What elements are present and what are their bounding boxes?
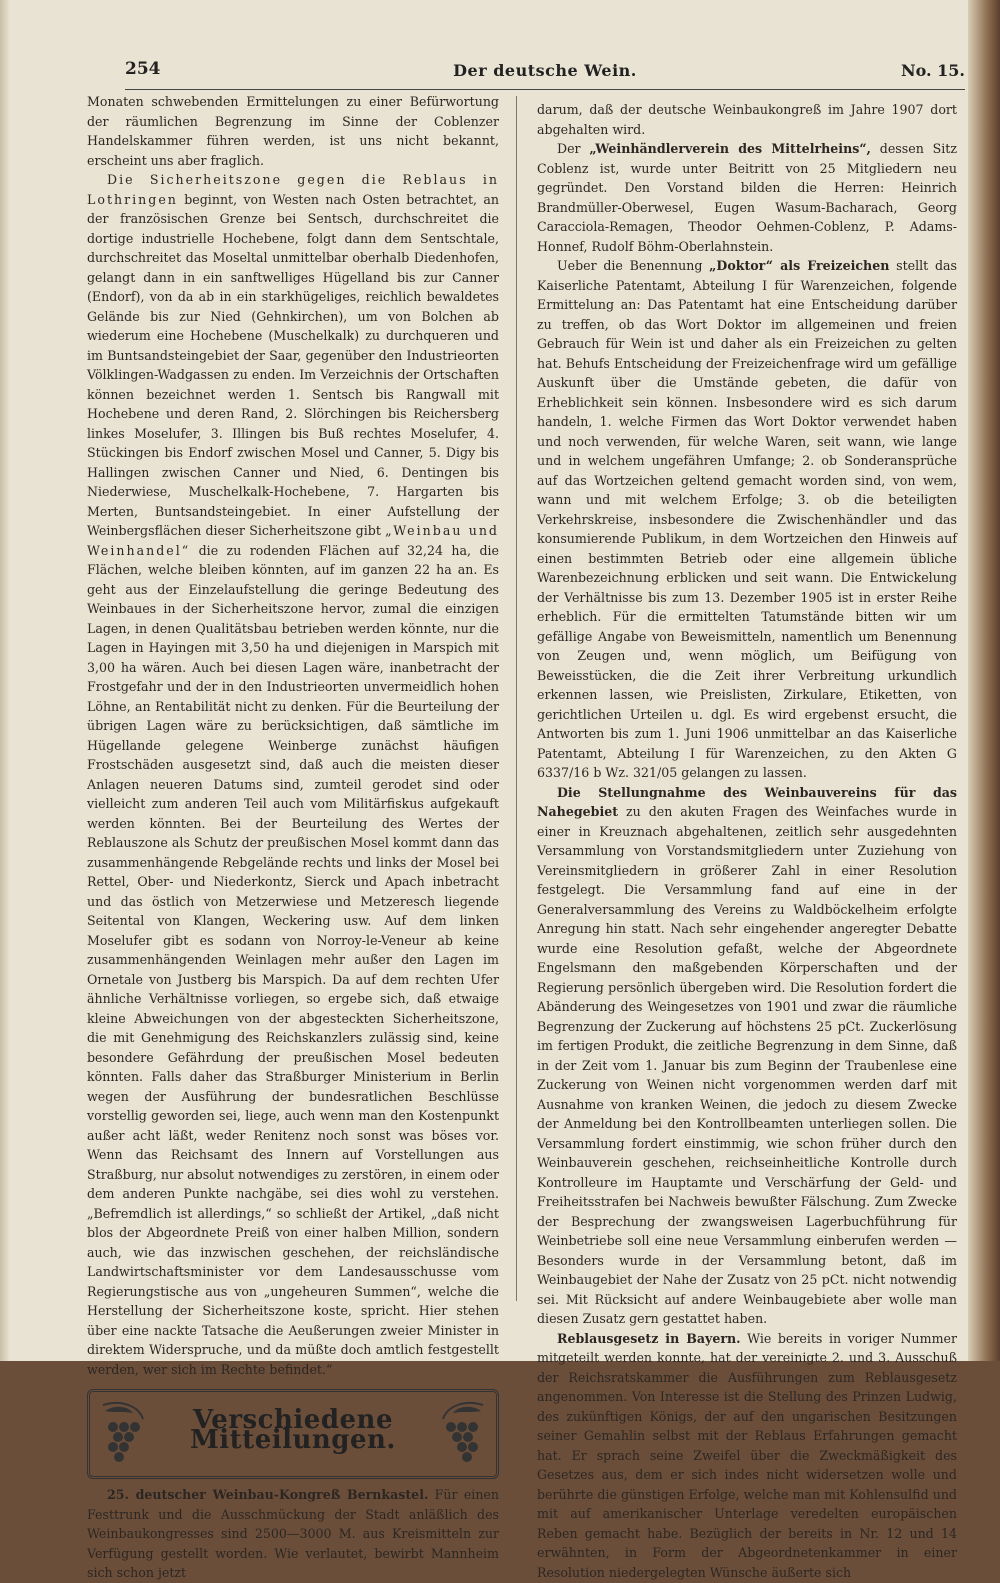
- publication-title: Der deutsche Wein.: [453, 61, 637, 80]
- grapes-ornament-icon: [93, 1397, 149, 1471]
- item-heading: „Weinhändlerverein des Mittelrheins“,: [589, 141, 871, 156]
- item-heading: „Doktor“ als Freizeichen: [709, 258, 890, 273]
- banner-title: Verschiedene Mitteilungen.: [190, 1405, 396, 1455]
- left-column: [87, 92, 499, 1583]
- column-divider: [516, 96, 517, 1301]
- spaced-lead: Die Sicherheitszone gegen die Reblaus in Lothringen: [87, 172, 499, 207]
- page-number: 254: [125, 59, 161, 79]
- issue-number: No. 15.: [901, 61, 965, 80]
- right-column: [537, 100, 957, 1582]
- page-edge: [0, 0, 10, 1361]
- paragraph-congress: 25. deutscher Weinbau-Kongreß Bernkastel. Für einen Festtrunk und die Ausschmückung der Stadt anläßlich des Weinbaukongresses sind 2500—3000 M. aus Kreismitteln zur Verfügung gestellt worden. Wie verlautet, bewirbt Mannheim sich schon jetzt: [87, 1487, 499, 1580]
- page-header: [125, 55, 965, 90]
- spaced-quote: „Weinbau und Weinhandel“: [87, 523, 499, 558]
- item-heading: Reblausgesetz in Bayern.: [557, 1330, 741, 1346]
- paragraph-security-zone: Die Sicherheitszone gegen die Reblaus in Lothringen beginnt, von Westen nach Osten betrachtet, an der französischen Grenze bei Sentsch, durchschreitet die dortige industrielle Hochebene, folgt dann dem Sentschtale, durchschreitet das Moseltal unmittelbar oberhalb Diedenhofen, gelangt dann in ein sanftwelliges Hügelland bis zur Canner (Endorf), von da ab in ein starkhügeliges, reichlich bewaldetes Gelände bis zur Nied (Gehnkirchen), um von Bolchen ab wiederum eine Hochebene (Muschelkalk) zu durchqueren und im Buntsandsteingebiet der Saar, gegenüber den Industrieorten Völklingen-Wadgassen zu enden. Im Verzeichnis der Ortschaften können bezeichnet werden 1. Sentsch bis Rangwall mit Hochebene und deren Rand, 2. Slörchingen bis Reichersberg linkes Moselufer, 3. Illingen bis Buß rechtes Moselufer, 4. Stückingen bis Endorf zwischen Mosel und Canner, 5. Digy bis Hallingen zwischen Canner und Nied, 6. Dentingen bis Niederwiese, Muschelkalk-Hochebene, 7. Hargarten bis Merten, Buntsandsteingebiet. In einer Aufstellung der Weinbergsflächen dieser Sicherheitszone gibt „Weinbau und Weinhandel“ die zu rodenden Flächen auf 32,24 ha, die Flächen, welche bleiben könnten, auf im ganzen 22 ha an. Es geht aus der Einzelaufstellung die geringe Bedeutung des Weinbaues in der Sicherheitszone hervor, zumal die einzigen Lagen, in denen Qualitätsbau betrieben werden könnte, nur die Lagen in Hayingen mit 3,50 ha und diejenigen in Marspich mit 3,00 ha wären. Auch bei diesen Lagen wäre, inanbetracht der Frostgefahr und der in den Industrieorten unvermeidlich hohen Löhne, an Rentabilität nicht zu denken. Für die Beurteilung der übrigen Lagen wäre zu berücksichtigen, daß sämtliche im Hügellande gelegene Weinberge zunächst häufigen Frostschäden ausgesetzt sind, daß auch die meisten dieser Anlagen neueren Datums sind, zumteil gerodet sind oder vielleicht zum anderen Teil auch vom Militärfiskus aufgekauft werden könnten. Bei der Beurteilung des Wertes der Reblauszone als Schutz der preußischen Mosel kommt dann das zusammenhängende Rebgelände rechts und links der Mosel bei Rettel, Ober- und Niederkontz, Sierck und Apach inbetracht und das östlich von Metzerwiese und Metzeresch liegende Seitental von Klangen, Weckering usw. Auf dem linken Moselufer gibt es sodann von Norroy-le-Veneur ab keine zusammenhängenden Weinlagen mehr außer den Lagen im Ornetale von Justberg bis Marspich. Da auf dem rechten Ufer ähnliche Verhältnisse vorliegen, so ergebe sich, daß etwaige kleine Abweichungen von der abgesteckten Sicherheitszone, die mit Genehmigung des Reichskanzlers zulässig sind, keine besondere Gefährdung der preußischen Mosel bedeuten könnten. Falls daher das Straßburger Ministerium in Berlin wegen der Ausführung der bundesratlichen Beschlüsse vorstellig geworden sei, liege, auch wenn man den Kostenpunkt außer acht läßt, weder Renitenz noch sonst was böses vor. Wenn das Reichsamt des Innern auf Vorstellungen aus Straßburg, nur absolut notwendiges zu zerstören, in einem oder dem anderen Punkte nachgäbe, sei dies wohl zu verstehen. „Befremdlich ist allerdings,“ so schließt der Artikel, „daß nicht blos der Abgeordnete Preiß von einer halben Million, sondern auch, wie das inzwischen geschehen, der reichsländische Landwirtschaftsminister vor dem Landesausschusse vom Regierungstische aus von „ungeheuren Summen“, welche die Herstellung der Sicherheitszone koste, spricht. Hier stehen über eine nackte Tatsache die Aeußerungen zweier Minister in direktem Widerspruche, und da müßte doch amtlich festgestellt werden, wer sich im Rechte befindet.“: [87, 172, 499, 1377]
- paragraph-doktor: Ueber die Benennung „Doktor“ als Freizeichen stellt das Kaiserliche Patentamt, Abteilung I für Warenzeichen, folgende Ermittelung an: Das Patentamt hat eine Entscheidung darüber zu treffen, ob das Wort Doktor im allgemeinen und freien Gebrauch für Wein ist und daher als ein Freizeichen zu gelten hat. Behufs Entscheidung der Freizeichenfrage wird um gefällige Auskunft über die Umstände gebeten, die dafür von Erheblichkeit sein können. Insbesondere wird es sich darum handeln, 1. welche Firmen das Wort Doktor verwendet haben und noch verwenden, für welche Waren, seit wann, wie lange und in welchem ungefähren Umfange; 2. ob Sonderansprüche auf das Wortzeichen geltend gemacht worden sind, von wem, wann und mit welchem Erfolge; 3. ob die beteiligten Verkehrskreise, insbesondere die Zwischenhändler und das konsumierende Publikum, in dem Wortzeichen den Hinweis auf einen bestimmten Betrieb oder eine allgemein übliche Warenbezeichnung erblicken und seit wann. Die Entwickelung der Verhältnisse bis zum 13. Dezember 1905 ist in erster Reihe erheblich. Für die ermittelten Tatumstände bitten wir um gefällige Angabe von Beweismitteln, namentlich um Benennung von Zeugen und, wenn möglich, um Beifügung von Beweisstücken, die die Zeit ihrer Verbreitung urkundlich erkennen lassen, wie Preislisten, Zirkulare, Etiketten, von gerichtlichen Urteilen u. dgl. Es wird ergebenst ersucht, die Antworten bis zum 1. Juni 1906 unmittelbar an das Kaiserliche Patentamt, Abteilung I für Warenzeichen, zu den Akten G 6337/16 b Wz. 321/05 gelangen zu lassen.: [537, 258, 957, 780]
- paragraph-nahe: Die Stellungnahme des Weinbauvereins für das Nahegebiet zu den akuten Fragen des Weinfaches wurde in einer in Kreuznach abgehaltenen, zeitlich sehr ausgedehnten Versammlung von Vorstandsmitgliedern unter Zuziehung von Vereinsmitgliedern in größerer Zahl in einer Resolution festgelegt. Die Versammlung fand auf eine in der Generalversammlung des Vereins zu Waldböckelheim erfolgte Anregung hin statt. Nach sehr eingehender angeregter Debatte wurde eine Resolution gefaßt, welche der Abgeordnete Engelsmann den maßgebenden Körperschaften und der Regierung persönlich übergeben wird. Die Resolution fordert die Abänderung des Weingesetzes von 1901 und zwar die räumliche Begrenzung der Zuckerung auf höchstens 25 pCt. Zuckerlösung im fertigen Produkt, die zeitliche Begrenzung in dem Sinne, daß in der Zeit vom 1. Januar bis zum Beginn der Traubenlese eine Zuckerung von Weinen nicht vorgenommen werden darf mit Ausnahme von kranken Weinen, die jedoch zu diesem Zwecke der Anmeldung bei den Kontrollbeamten unterliegen sollen. Die Versammlung fordert einstimmig, wie schon früher durch den Weinbauverein geschehen, reichseinheitliche Kontrolle durch Kontrolleure im Hauptamte und Verschärfung der Geld- und Freiheitsstrafen bei Nachweis bewußter Fälschung. Zum Zwecke der Besprechung der zwangsweisen Lagerbuchführung für Weinbetriebe soll eine neue Versammlung einberufen werden — Besonders wurde in der Versammlung betont, daß im Weinbaugebiet der Nahe der Zusatz von 25 pCt. nicht notwendig sei. Mit Rücksicht auf andere Weinbaugebiete aber wolle man diesen Zusatz gern gestattet haben.: [537, 784, 957, 1326]
- paragraph-bavaria: Reblausgesetz in Bayern. Wie bereits in voriger Nummer mitgeteilt werden konnte, hat der vereinigte 2. und 3. Ausschuß der Reichsratskammer die Ausführungen zum Reblausgesetz angenommen. Von Interesse ist die Stellung des Prinzen Ludwig, des zukünftigen Königs, der auf den ungarischen Besitzungen seiner Gemahlin selbst mit der Reblaus Erfahrungen gemacht hat. Er sprach seine Zweifel über die Zweckmäßigkeit des Gesetzes aus, dem er sich indes nicht widersetzen wolle und berührte die günstigen Erfolge, welche man mit Kohlensulfid und mit auf amerikanischer Unterlage veredelten europäischen Reben gemacht habe. Bezüglich der bereits in Nr. 12 und 14 erwähnten, in Form der Abgeordnetenkammer in einer Resolution niedergelegten Wünsche äußerte sich: [537, 1330, 957, 1580]
- item-heading: 25. deutscher Weinbau-Kongreß Bernkastel.: [107, 1487, 429, 1502]
- paragraph: Monaten schwebenden Ermittelungen zu einer Befürwortung der räumlichen Begrenzung im Sinne der Coblenzer Handelskammer führen werden, ist uns nicht bekannt, erscheint uns aber fraglich.: [87, 94, 499, 168]
- paragraph-wine-dealers: Der „Weinhändlerverein des Mittelrheins“, dessen Sitz Coblenz ist, wurde unter Beitritt von 25 Mitgliedern neu gegründet. Den Vorstand bilden die Herren: Heinrich Brandmüller-Oberwesel, Eugen Wasum-Bacharach, Georg Caracciola-Remagen, Theodor Oehmen-Coblenz, P. Adams-Honnef, Rudolf Böhm-Oberlahnstein.: [537, 141, 957, 254]
- section-banner: [87, 1389, 499, 1479]
- grapes-ornament-icon: [437, 1397, 493, 1471]
- item-heading: Die Stellungnahme des Weinbauvereins für das Nahegebiet: [537, 784, 957, 819]
- paragraph: darum, daß der deutsche Weinbaukongreß im Jahre 1907 dort abgehalten wird.: [537, 102, 957, 137]
- book-spine: [968, 0, 1000, 1361]
